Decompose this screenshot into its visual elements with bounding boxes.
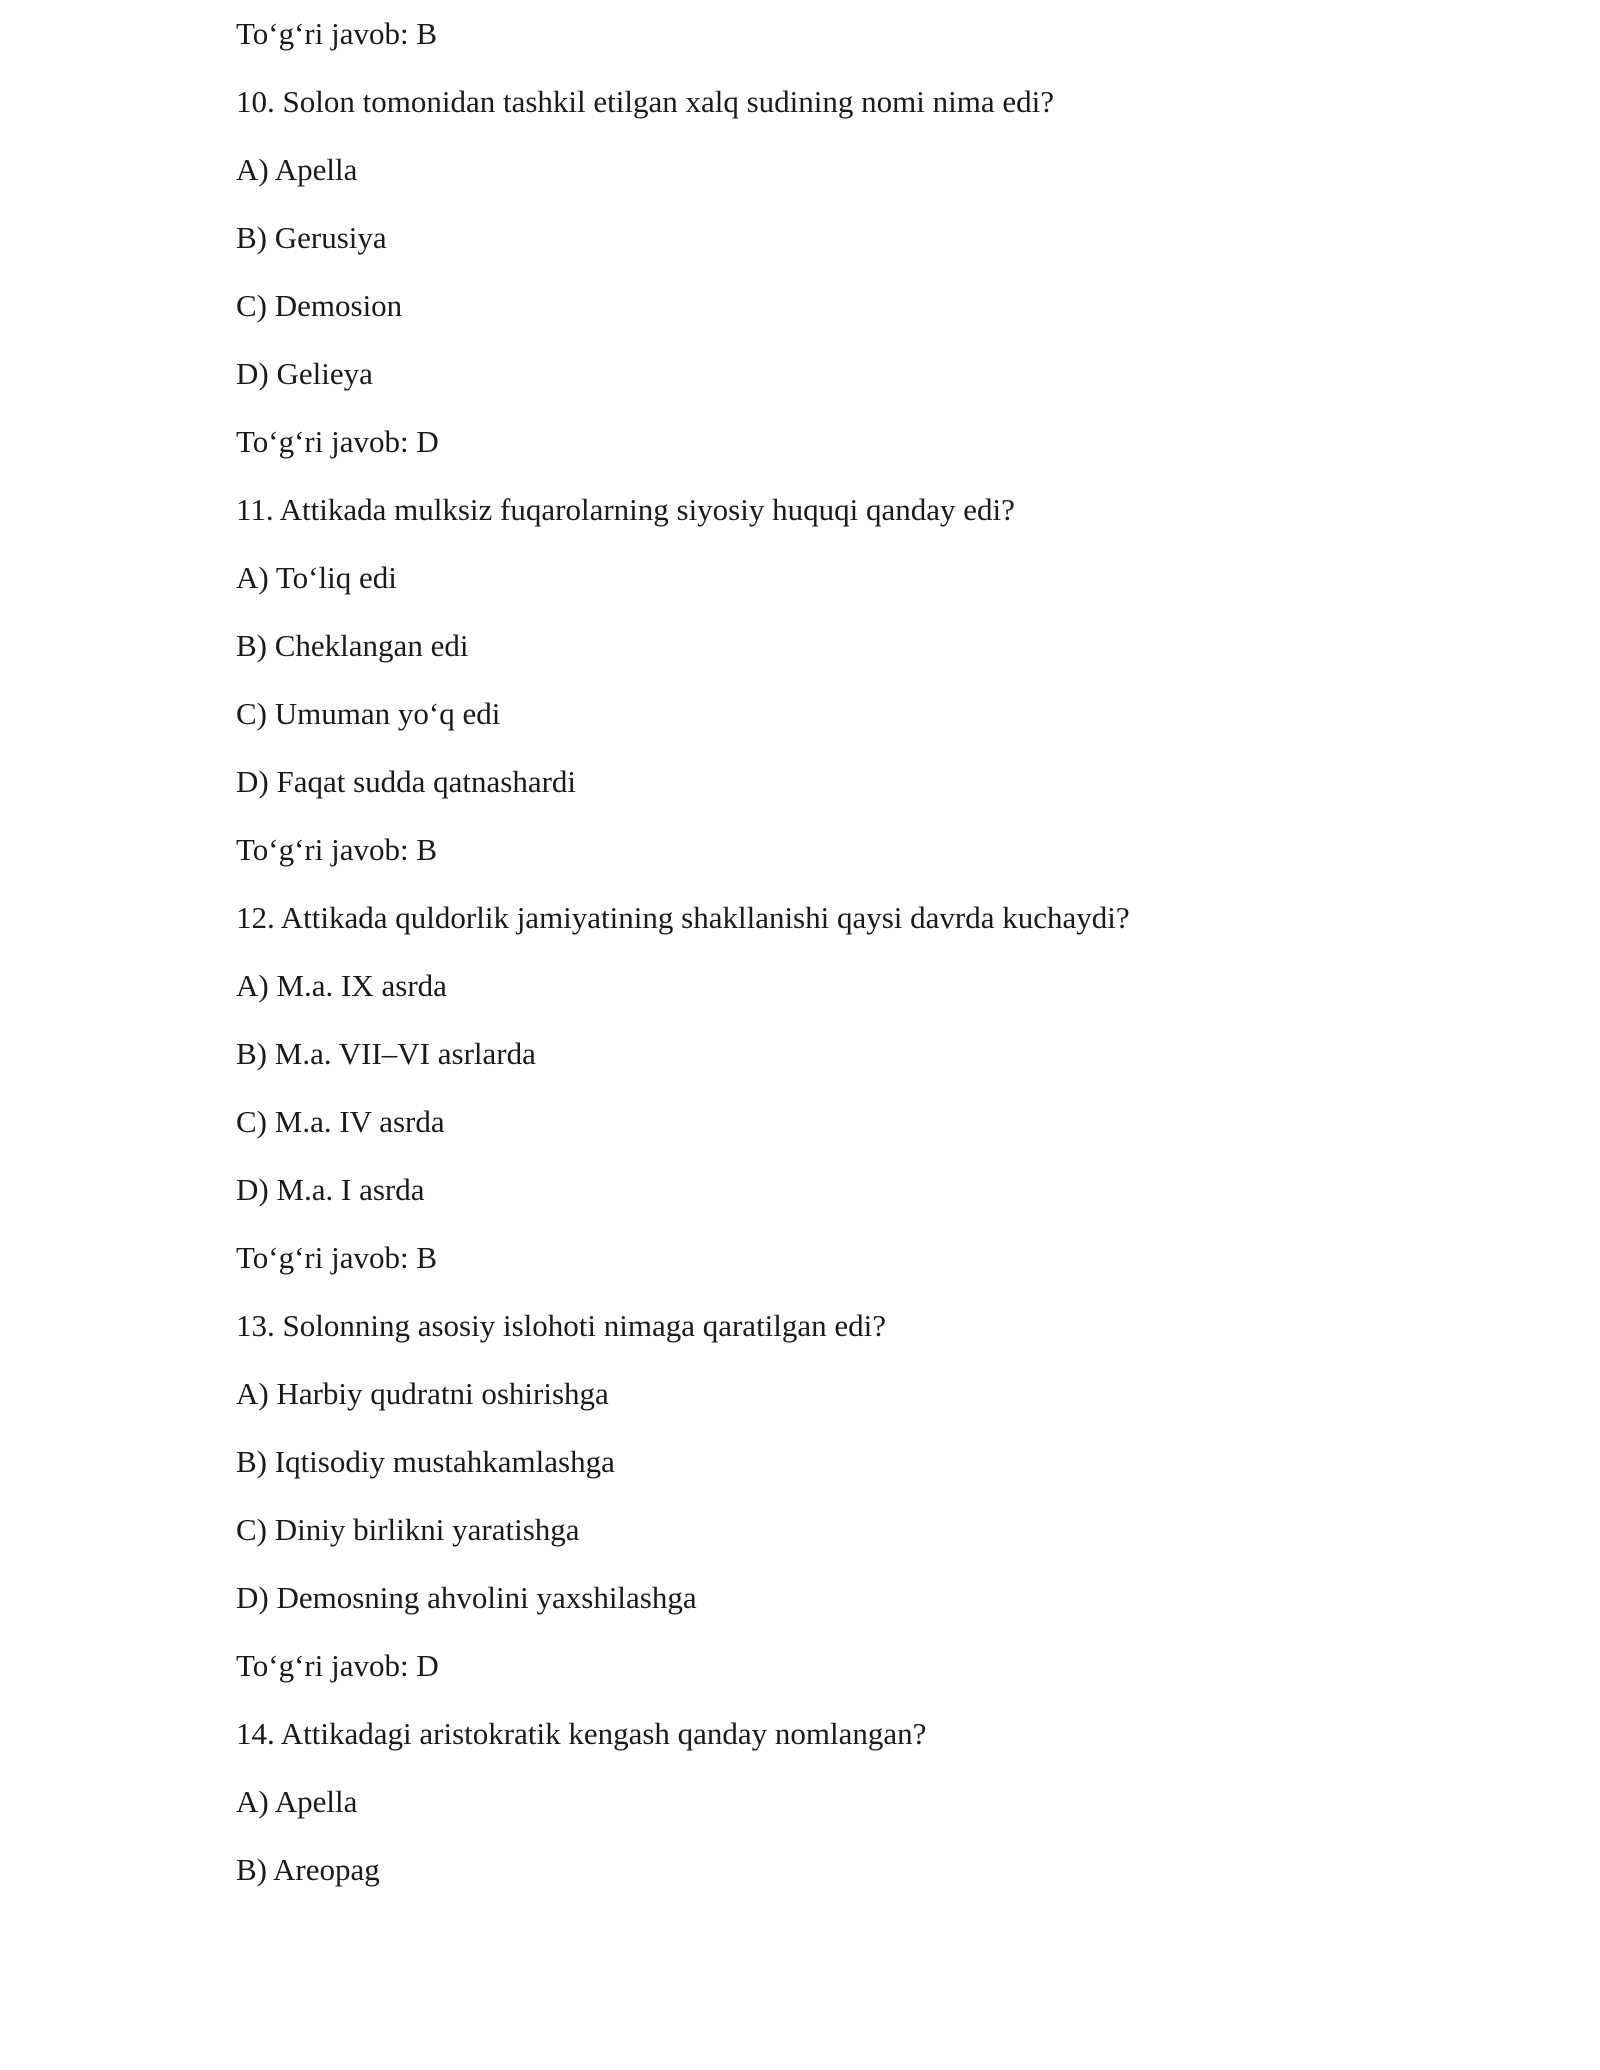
answer-line: To‘g‘ri javob: B bbox=[236, 832, 438, 867]
option-line: D) Demosning ahvolini yaxshilashga bbox=[236, 1580, 697, 1615]
question-line: 14. Attikadagi aristokratik kengash qanday nomlangan? bbox=[236, 1716, 927, 1751]
option-line: A) To‘liq edi bbox=[236, 560, 397, 595]
option-line: B) Gerusiya bbox=[236, 220, 387, 255]
option-line: A) Harbiy qudratni oshirishga bbox=[236, 1376, 609, 1411]
question-line: 13. Solonning asosiy islohoti nimaga qaratilgan edi? bbox=[236, 1308, 887, 1343]
answer-line: To‘g‘ri javob: B bbox=[236, 16, 438, 51]
option-line: D) Gelieya bbox=[236, 356, 373, 391]
option-line: D) Faqat sudda qatnashardi bbox=[236, 764, 577, 799]
question-line: 12. Attikada quldorlik jamiyatining shakllanishi qaysi davrda kuchaydi? bbox=[236, 900, 1130, 935]
option-line: D) M.a. I asrda bbox=[236, 1172, 425, 1207]
option-line: A) M.a. IX asrda bbox=[236, 968, 447, 1003]
question-line: 11. Attikada mulksiz fuqarolarning siyosiy huquqi qanday edi? bbox=[236, 492, 1015, 527]
option-line: B) Iqtisodiy mustahkamlashga bbox=[236, 1444, 615, 1479]
answer-line: To‘g‘ri javob: B bbox=[236, 1240, 438, 1275]
answer-line: To‘g‘ri javob: D bbox=[236, 424, 439, 459]
option-line: C) Demosion bbox=[236, 288, 403, 323]
document-body bbox=[236, 14, 1536, 1918]
option-line: C) M.a. IV asrda bbox=[236, 1104, 445, 1139]
option-line: A) Apella bbox=[236, 152, 358, 187]
option-line: A) Apella bbox=[236, 1784, 358, 1819]
question-line: 10. Solon tomonidan tashkil etilgan xalq sudining nomi nima edi? bbox=[236, 84, 1054, 119]
option-line: C) Diniy birlikni yaratishga bbox=[236, 1512, 580, 1547]
option-line: B) Areopag bbox=[236, 1852, 380, 1887]
option-line: B) M.a. VII–VI asrlarda bbox=[236, 1036, 536, 1071]
option-line: B) Cheklangan edi bbox=[236, 628, 469, 663]
option-line: C) Umuman yo‘q edi bbox=[236, 696, 501, 731]
answer-line: To‘g‘ri javob: D bbox=[236, 1648, 439, 1683]
